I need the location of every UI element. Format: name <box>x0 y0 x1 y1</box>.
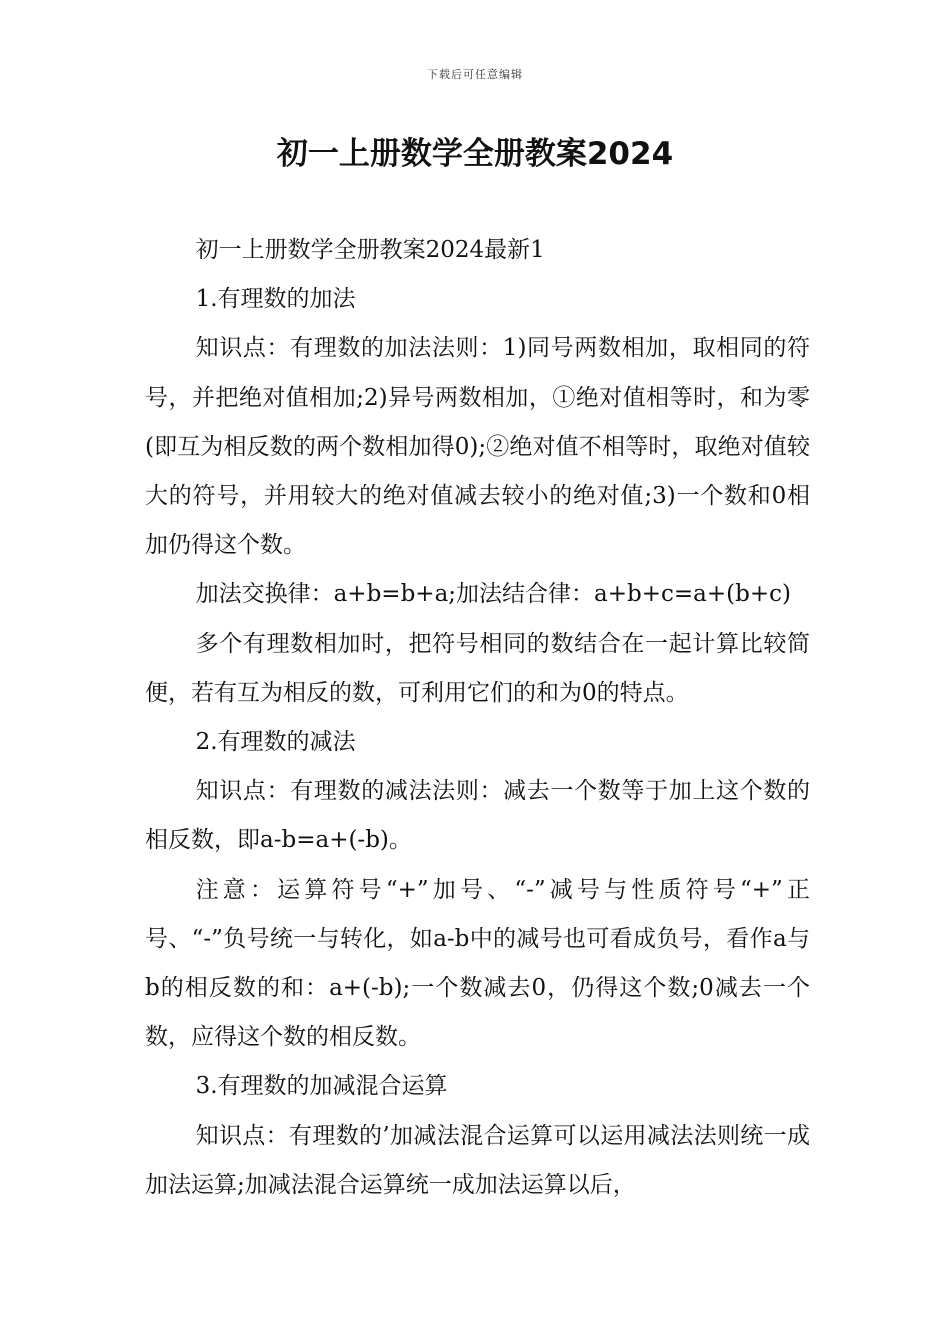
paragraph-addition-tips: 多个有理数相加时，把符号相同的数结合在一起计算比较简便，若有互为相反的数，可利用它们的和为0的特点。 <box>145 630 810 706</box>
document-title: 初一上册数学全册教案2024 <box>276 136 674 172</box>
document-body <box>145 226 810 1210</box>
section-heading-addition: 1.有理数的加法 <box>195 286 356 313</box>
subtitle-paragraph: 初一上册数学全册教案2024最新1 <box>195 237 545 263</box>
header-note: 下载后可任意编辑 <box>427 68 523 81</box>
section-heading-subtraction: 2.有理数的减法 <box>195 729 356 756</box>
section-heading-mixed: 3.有理数的加减混合运算 <box>195 1073 448 1100</box>
paragraph-subtraction-note: 注意：运算符号“+”加号、“-”减号与性质符号“+”正号、“-”负号统一与转化，如a-b中的减号也可看成负号，看作a与b的相反数的和：a+(-b);一个数减去0，仍得这个数;0减去一个数，应得这个数的相反数。 <box>145 876 810 1051</box>
paragraph-addition-laws: 加法交换律：a+b=b+a;加法结合律：a+b+c=a+(b+c) <box>195 581 791 608</box>
paragraph-mixed-operations: 知识点：有理数的’加减法混合运算可以运用减法法则统一成加法运算;加减法混合运算统一成加法运算以后， <box>145 1122 810 1198</box>
paragraph-subtraction-rule: 知识点：有理数的减法法则：减去一个数等于加上这个数的相反数，即a-b=a+(-b)。 <box>145 778 810 854</box>
paragraph-addition-rules: 知识点：有理数的加法法则：1)同号两数相加，取相同的符号，并把绝对值相加;2)异号两数相加，①绝对值相等时，和为零(即互为相反数的两个数相加得0);②绝对值不相等时，取绝对值较大的符号，并用较大的绝对值减去较小的绝对值;3)一个数和0相加仍得这个数。 <box>145 335 810 559</box>
